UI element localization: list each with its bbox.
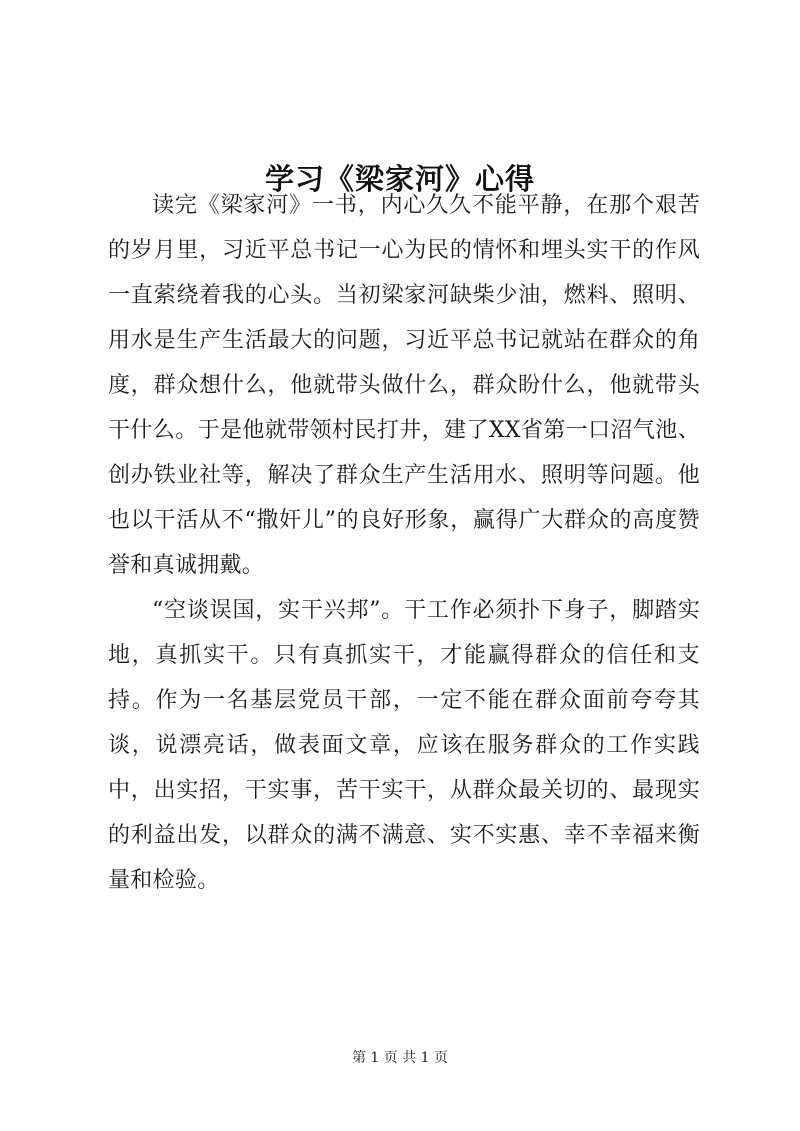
page-number-footer: 第 1 页 共 1 页 — [351, 1050, 449, 1066]
paragraph-2: “空谈误国，实干兴邦”。干工作必须扑下身子，脚踏实地，真抓实干。只有真抓实干，才能赢得群众的信任和支持。作为一名基层党员干部，一定不能在群众面前夸夸其谈，说漂亮话，做表面文章，应该在服务群众的工作实践中，出实招，干实事，苦干实干，从群众最关切的、最现实的利益出发，以群众的满不满意、实不实惠、幸不幸福来衡量和检验。 — [108, 598, 700, 893]
paragraph-1: 读完《梁家河》一书，内心久久不能平静，在那个艰苦的岁月里，习近平总书记一心为民的情怀和埋头实干的作风一直萦绕着我的心头。当初梁家河缺柴少油，燃料、照明、用水是生产生活最大的问题，习近平总书记就站在群众的角度，群众想什么，他就带头做什么，群众盼什么，他就带头干什么。于是他就带领村民打井，建了XX省第一口沼气池、创办铁业社等，解决了群众生产生活用水、照明等问题。他也以干活从不“撒奸儿”的良好形象，赢得广大群众的高度赞誉和真诚拥戴。 — [108, 193, 700, 578]
document-title: 学习《梁家河》心得 — [264, 162, 535, 197]
document-body — [108, 183, 700, 903]
